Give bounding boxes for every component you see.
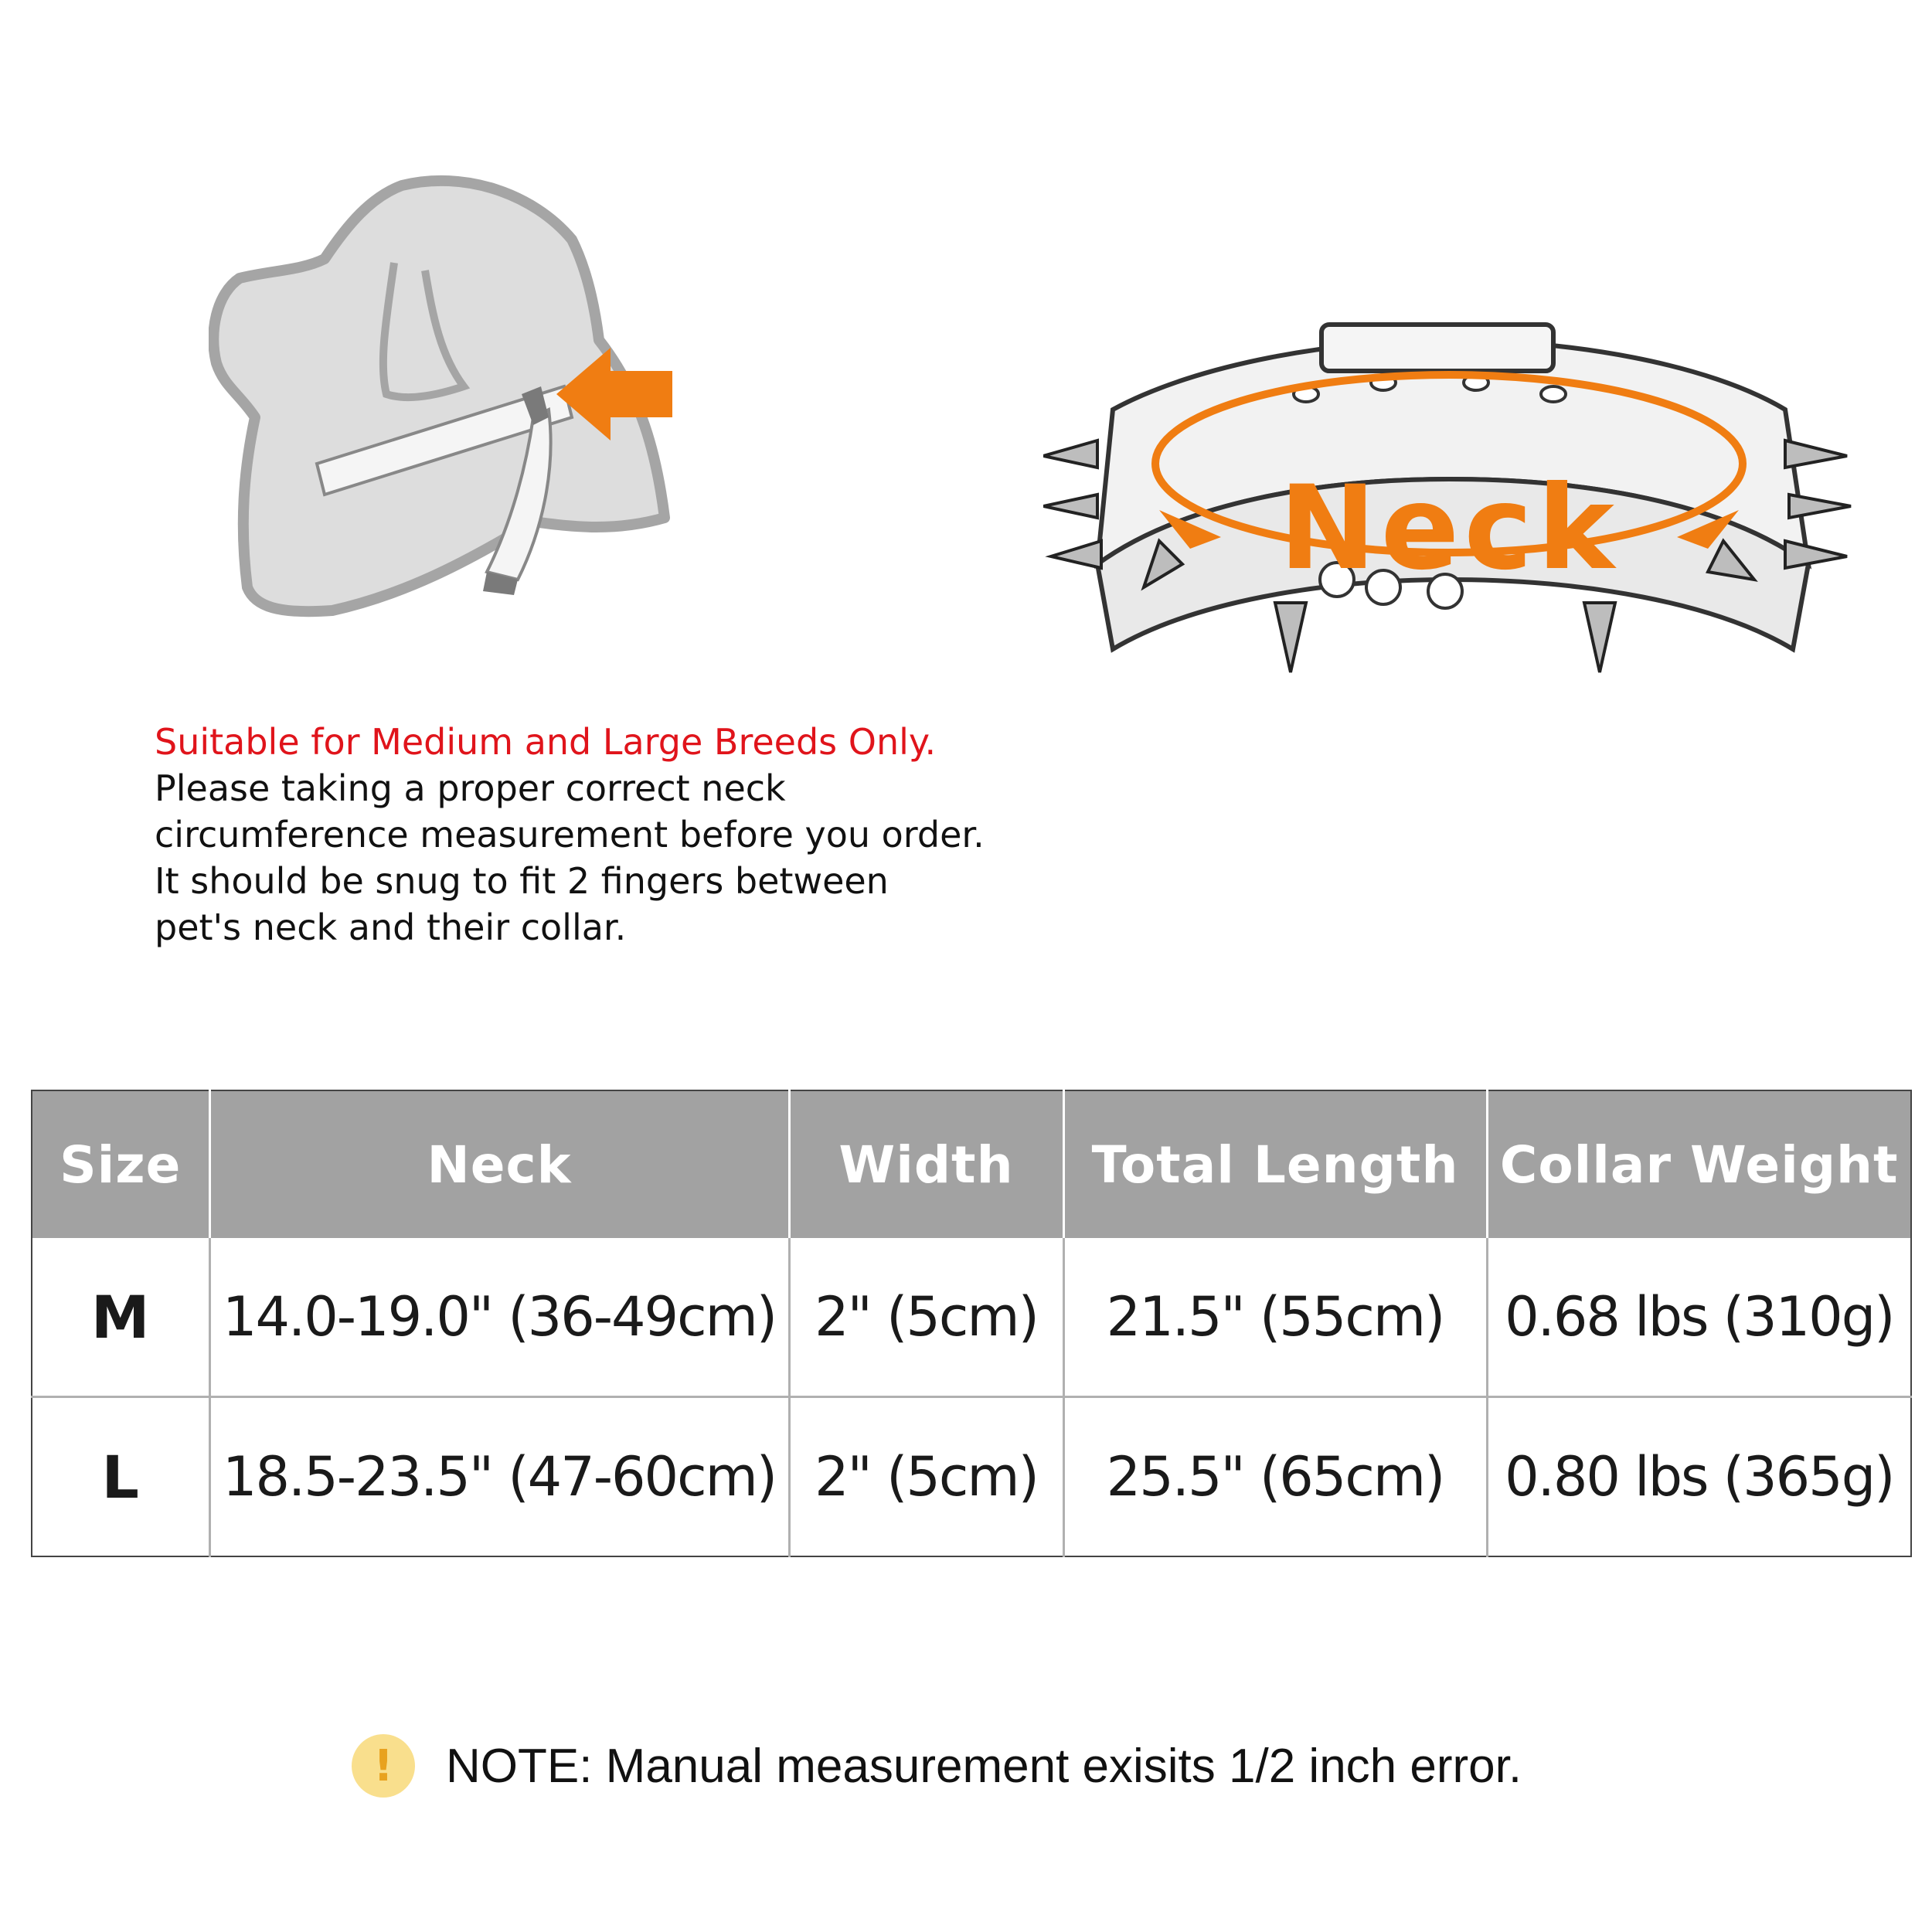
header-neck: Neck — [209, 1090, 789, 1238]
intro-text — [155, 719, 1082, 951]
table-header-row — [32, 1090, 1911, 1238]
cell-width: 2" (5cm) — [789, 1397, 1063, 1557]
note-text: NOTE: Manual measurement exisits 1/2 inch error. — [446, 1739, 1522, 1793]
intro-line: circumference measurement before you order. — [155, 814, 985, 855]
breed-warning: Suitable for Medium and Large Breeds Only. — [155, 721, 937, 763]
header-collar-weight: Collar Weight — [1487, 1090, 1911, 1238]
intro-line: pet's neck and their collar. — [155, 906, 627, 948]
size-chart-table — [31, 1090, 1912, 1557]
header-width: Width — [789, 1090, 1063, 1238]
header-size: Size — [32, 1090, 209, 1238]
cell-neck: 14.0-19.0" (36-49cm) — [209, 1238, 789, 1397]
table-row — [32, 1238, 1911, 1397]
spiked-collar-illustration — [1043, 309, 1855, 788]
cell-collar-weight: 0.68 lbs (310g) — [1487, 1238, 1911, 1397]
exclamation-icon: ! — [352, 1734, 415, 1798]
neck-label: Neck — [1279, 461, 1619, 596]
collar-buckle — [1321, 325, 1553, 371]
dog-measurement-illustration — [209, 162, 719, 688]
cell-size: M — [32, 1238, 209, 1397]
intro-line: It should be snug to fit 2 fingers between — [155, 860, 889, 902]
cell-total-length: 21.5" (55cm) — [1063, 1238, 1487, 1397]
measurement-note — [352, 1731, 1522, 1801]
cell-collar-weight: 0.80 lbs (365g) — [1487, 1397, 1911, 1557]
cell-width: 2" (5cm) — [789, 1238, 1063, 1397]
intro-line: Please taking a proper correct neck — [155, 767, 786, 809]
table-row — [32, 1397, 1911, 1557]
cell-total-length: 25.5" (65cm) — [1063, 1397, 1487, 1557]
cell-size: L — [32, 1397, 209, 1557]
header-total-length: Total Length — [1063, 1090, 1487, 1238]
cell-neck: 18.5-23.5" (47-60cm) — [209, 1397, 789, 1557]
